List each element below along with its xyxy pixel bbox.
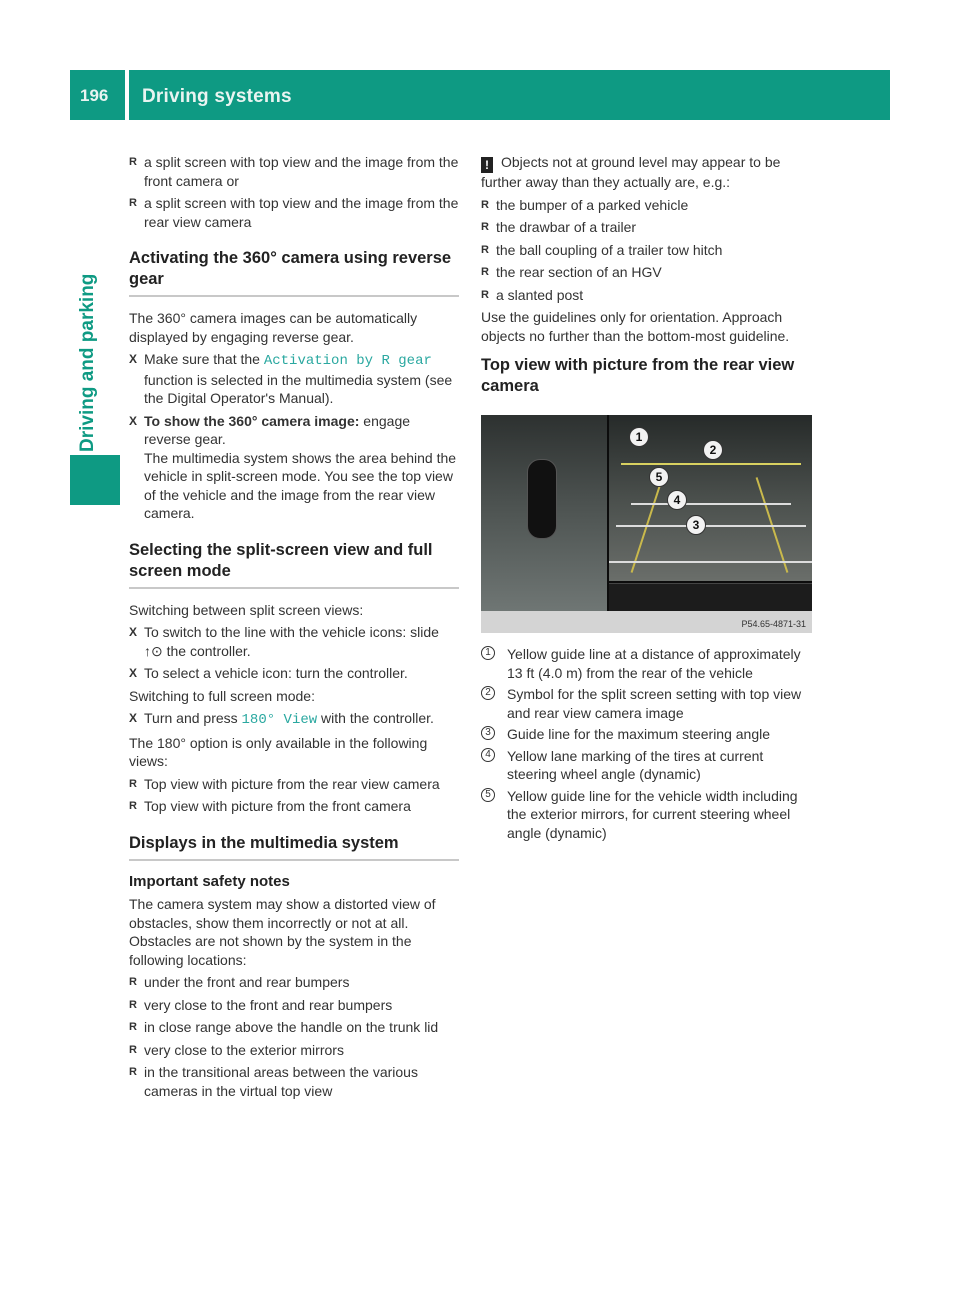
list-item: R the ball coupling of a trailer tow hitch xyxy=(481,241,814,260)
section-heading: Selecting the split-screen view and full screen mode xyxy=(129,540,459,589)
callout-number: 4 xyxy=(481,748,495,762)
list-item: R in the transitional areas between the various cameras in the virtual top view xyxy=(129,1063,459,1100)
section-heading: Displays in the multimedia system xyxy=(129,833,459,861)
guide-line xyxy=(621,463,801,465)
step-text: with the controller. xyxy=(317,710,434,726)
paragraph: Switching between split screen views: xyxy=(129,601,364,618)
page-number: 196 xyxy=(80,86,109,105)
callout-number: 3 xyxy=(481,726,495,740)
figure-marker: 1 xyxy=(629,427,649,447)
vehicle-top-view xyxy=(527,459,557,539)
step-text: engage reverse gear. xyxy=(144,412,411,447)
step-arrow-icon: X xyxy=(129,666,138,680)
step-text: To select a vehicle icon: turn the controller. xyxy=(144,665,408,681)
instruction-step xyxy=(129,623,459,660)
section-heading: Top view with picture from the rear view camera xyxy=(481,356,795,395)
paragraph: The 180° option is only available in the following views: xyxy=(129,734,428,769)
list-item: R very close to the exterior mirrors xyxy=(129,1041,459,1060)
callout-text: Guide line for the maximum steering angle xyxy=(507,726,771,742)
callout-text: Yellow guide line for the vehicle width including the exterior mirrors, for current steering wheel angle (dynamic) xyxy=(507,787,798,841)
subsection-heading: Important safety notes xyxy=(129,872,290,890)
side-tab-label: Driving and parking xyxy=(77,273,98,452)
callout-text: Symbol for the split screen setting with top view and rear view camera image xyxy=(507,686,802,721)
warning-note xyxy=(481,153,814,192)
list-item: R the drawbar of a trailer xyxy=(481,218,814,237)
step-text: Turn and press xyxy=(144,710,242,726)
instruction-step xyxy=(129,664,459,683)
step-arrow-icon: X xyxy=(129,413,138,428)
list-item: R a split screen with top view and the image from the front camera or xyxy=(129,153,459,190)
step-text: function is selected in the multimedia system (see the Digital Operator's Manual). xyxy=(144,371,453,406)
step-arrow-icon: X xyxy=(129,625,138,639)
callout-item xyxy=(481,787,814,843)
callout-item xyxy=(481,685,814,722)
page-title: Driving systems xyxy=(142,86,292,107)
paragraph: The camera system may show a distorted view of obstacles, show them incorrectly or not at all. Obstacles are not shown by the system in the following locations: xyxy=(129,896,436,968)
figure-code: P54.65-4871-31 xyxy=(741,619,806,629)
figure-marker: 2 xyxy=(703,440,723,460)
warning-text: Objects not at ground level may appear to be further away than they actually are, e.g.: xyxy=(481,154,781,190)
instruction-step xyxy=(129,350,459,408)
camera-figure xyxy=(481,415,812,633)
menu-option-text: 180° View xyxy=(241,712,318,728)
list-item: R Top view with picture from the rear view camera xyxy=(129,775,459,794)
figure-marker: 5 xyxy=(649,467,669,487)
callout-text: Yellow lane marking of the tires at current steering wheel angle (dynamic) xyxy=(507,747,764,782)
list-item: R a split screen with top view and the image from the rear view camera xyxy=(129,194,459,231)
step-text: To switch to the line with the vehicle icons: slide xyxy=(144,624,439,640)
section-heading: Activating the 360° camera using reverse gear xyxy=(129,248,459,297)
step-arrow-icon: X xyxy=(129,711,138,725)
step-text: the controller. xyxy=(162,642,251,659)
callout-number: 2 xyxy=(481,686,495,700)
step-text: Make sure that the xyxy=(144,351,264,367)
list-item: R the rear section of an HGV xyxy=(481,263,814,282)
callout-item xyxy=(481,747,814,784)
paragraph: The 360° camera images can be automatically displayed by engaging reverse gear. xyxy=(129,310,418,345)
header-divider xyxy=(125,70,129,120)
guide-line xyxy=(631,503,791,505)
guide-line xyxy=(616,525,806,527)
list-item: R Top view with picture from the front camera xyxy=(129,797,459,816)
callout-item xyxy=(481,645,814,682)
step-result: The multimedia system shows the area behind the vehicle in split-screen mode. You see the top view of the vehicle and the image from the rear view camera. xyxy=(144,449,457,521)
right-column xyxy=(481,153,814,845)
left-column xyxy=(129,153,459,1104)
camera-toolbar xyxy=(609,583,812,611)
list-item: R very close to the front and rear bumpers xyxy=(129,996,459,1015)
callout-item xyxy=(481,725,814,744)
paragraph: Use the guidelines only for orientation. Approach objects no further than the bottom-most guideline. xyxy=(481,309,790,344)
menu-option-text: Activation by R gear xyxy=(263,353,432,369)
figure-marker: 3 xyxy=(686,515,706,535)
instruction-step xyxy=(129,412,459,523)
list-item: R the bumper of a parked vehicle xyxy=(481,196,814,215)
paragraph: Switching to full screen mode: xyxy=(129,687,315,704)
figure-marker: 4 xyxy=(667,490,687,510)
instruction-step xyxy=(129,709,459,730)
warning-icon: ! xyxy=(481,157,493,173)
guide-line xyxy=(609,561,812,563)
list-item: R in close range above the handle on the trunk lid xyxy=(129,1018,459,1037)
callout-number: 1 xyxy=(481,646,495,660)
side-tab-block xyxy=(70,455,120,505)
step-label: To show the 360° camera image: xyxy=(144,412,360,429)
controller-slide-icon: ↑⊙ xyxy=(144,642,163,659)
list-item: R under the front and rear bumpers xyxy=(129,973,459,992)
callout-number: 5 xyxy=(481,788,495,802)
step-arrow-icon: X xyxy=(129,352,138,366)
callout-text: Yellow guide line at a distance of approximately 13 ft (4.0 m) from the rear of the vehicle xyxy=(507,646,801,681)
list-item: R a slanted post xyxy=(481,286,814,305)
